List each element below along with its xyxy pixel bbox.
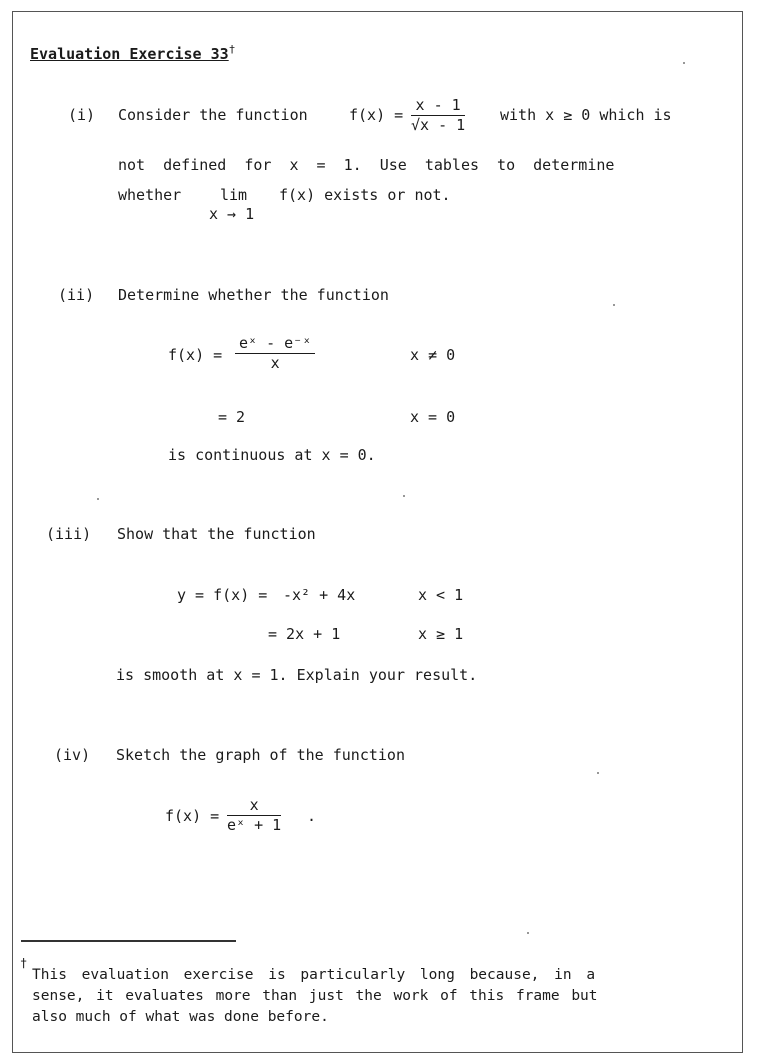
part-ii-fx-lhs: f(x) = [168, 346, 223, 364]
part-i-line2: not defined for x = 1. Use tables to determine [118, 156, 615, 174]
part-iii-condition-1: x < 1 [418, 586, 464, 604]
part-iii-conclusion: is smooth at x = 1. Explain your result. [116, 666, 478, 684]
scan-speck [97, 498, 99, 500]
part-iv-fx-lhs: f(x) = [165, 807, 220, 825]
scan-speck [403, 495, 405, 497]
part-ii-numerator: eˣ - e⁻ˣ [235, 334, 315, 354]
part-i-lim: lim [220, 186, 248, 204]
part-iv-numerator: x [227, 796, 281, 816]
part-i-fx-lhs: f(x) = [349, 106, 404, 124]
part-iv-label: (iv) [54, 746, 91, 764]
footnote-line-3: also much of what was done before. [32, 1009, 329, 1025]
part-i-numerator: x - 1 [411, 96, 465, 116]
part-ii-fraction [235, 334, 315, 372]
part-ii-conclusion: is continuous at x = 0. [168, 446, 376, 464]
scan-speck [597, 772, 599, 774]
part-iv-period: . [307, 807, 317, 825]
part-iii-intro: Show that the function [117, 525, 316, 543]
scan-speck [527, 932, 529, 934]
part-iii-case-2-expr: = 2x + 1 [268, 625, 341, 643]
part-ii-case-2-value: = 2 [218, 408, 246, 426]
part-i-fraction [411, 96, 465, 134]
part-i-lim-subscript: x → 1 [209, 205, 255, 223]
footnote-line-1: This evaluation exercise is particularly long because, in a [32, 967, 596, 983]
part-ii-denominator: x [270, 354, 280, 372]
footnote-rule [21, 940, 236, 942]
part-ii-condition-1: x ≠ 0 [410, 346, 456, 364]
part-ii-intro: Determine whether the function [118, 286, 389, 304]
part-iii-label: (iii) [46, 525, 92, 543]
document-page [12, 11, 743, 1053]
part-ii-condition-2: x = 0 [410, 408, 456, 426]
exercise-title-block [30, 45, 235, 63]
part-i-line3-end: f(x) exists or not. [279, 186, 451, 204]
part-iv-denominator: eˣ + 1 [227, 816, 282, 834]
exercise-title: Evaluation Exercise 33 [30, 45, 229, 63]
footnote-line-2: sense, it evaluates more than just the work of this frame but [32, 988, 598, 1004]
part-ii-label: (ii) [58, 286, 95, 304]
footnote-mark: † [20, 956, 28, 970]
part-i-condition: with x ≥ 0 which is [500, 106, 672, 124]
part-iii-fx-lhs: y = f(x) = [177, 586, 268, 604]
part-i-whether: whether [118, 186, 182, 204]
part-iv-fraction [227, 796, 281, 834]
part-i-label: (i) [68, 106, 96, 124]
scan-speck [683, 62, 685, 64]
part-i-denominator: √x - 1 [411, 116, 466, 134]
part-iii-condition-2: x ≥ 1 [418, 625, 464, 643]
scan-speck [613, 304, 615, 306]
part-iii-case-1-expr: -x² + 4x [283, 586, 356, 604]
title-footnote-mark: † [228, 43, 236, 56]
part-i-intro: Consider the function [118, 106, 308, 124]
part-iv-intro: Sketch the graph of the function [116, 746, 405, 764]
